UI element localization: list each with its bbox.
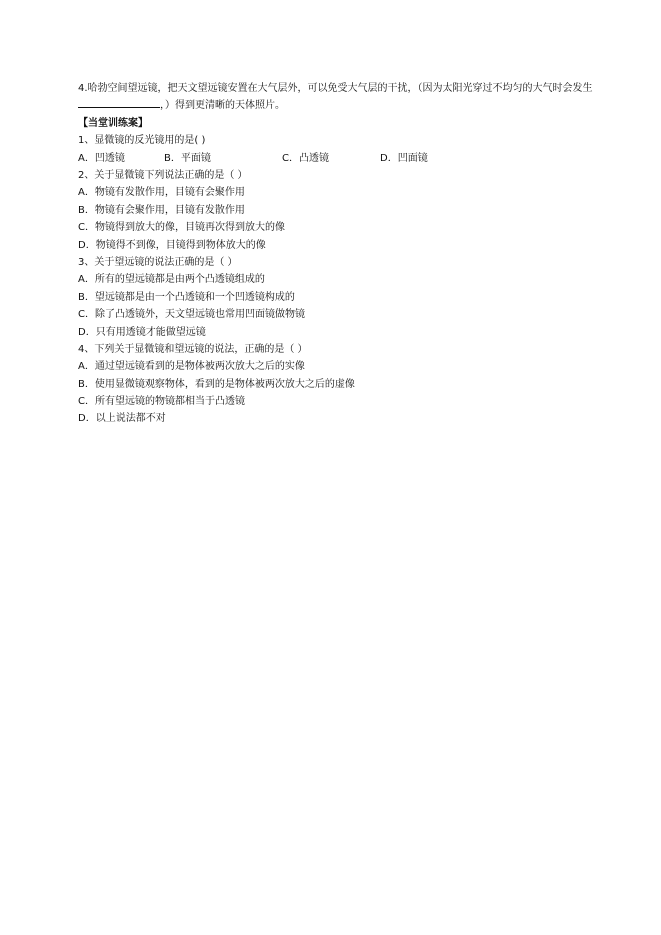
question-4-stem: 4、下列关于显微镜和望远镜的说法，正确的是（ ） bbox=[78, 343, 308, 355]
option: A．所有的望远镜都是由两个凸透镜组成的 bbox=[78, 274, 265, 286]
question-3-stem: 3、关于望远镜的说法正确的是（ ） bbox=[78, 256, 238, 268]
option: C．除了凸透镜外，天文望远镜也常用凹面镜做物镜 bbox=[78, 309, 305, 321]
question-2-stem: 2、关于显微镜下列说法正确的是（ ） bbox=[78, 169, 248, 181]
intro-paragraph bbox=[78, 80, 598, 115]
option: D．以上说法都不对 bbox=[78, 413, 166, 425]
fill-in-blank bbox=[78, 97, 160, 108]
question-1-stem: 1、显微镜的反光镜用的是( ) bbox=[78, 135, 206, 147]
option: D．物镜得不到像，目镜得到物体放大的像 bbox=[78, 239, 266, 251]
option: C．凸透镜 bbox=[282, 152, 329, 164]
intro-text-end: ，）得到更清晰的天体照片。 bbox=[160, 100, 285, 112]
option: D．只有用透镜才能做望远镜 bbox=[78, 326, 206, 338]
option: B．物镜有会聚作用，目镜有发散作用 bbox=[78, 204, 245, 216]
question-1-options bbox=[78, 150, 598, 167]
option: D．凹面镜 bbox=[380, 152, 428, 164]
option: A．通过望远镜看到的是物体被两次放大之后的实像 bbox=[78, 361, 305, 373]
option: C．物镜得到放大的像，目镜再次得到放大的像 bbox=[78, 222, 285, 234]
option: A．凹透镜 bbox=[78, 152, 125, 164]
option: B．使用显微镜观察物体，看到的是物体被两次放大之后的虚像 bbox=[78, 378, 355, 390]
document-content bbox=[78, 80, 598, 428]
option: B．平面镜 bbox=[164, 152, 211, 164]
intro-text: 4.哈勃空间望远镜，把天文望远镜安置在大气层外，可以免受大气层的干扰，（因为太阳光穿过不均匀的大气时会发生 bbox=[78, 83, 593, 94]
option: B．望远镜都是由一个凸透镜和一个凹透镜构成的 bbox=[78, 291, 295, 303]
option: A．物镜有发散作用，目镜有会聚作用 bbox=[78, 187, 245, 199]
option: C．所有望远镜的物镜都相当于凸透镜 bbox=[78, 396, 245, 408]
section-heading: 【当堂训练案】 bbox=[78, 117, 148, 129]
